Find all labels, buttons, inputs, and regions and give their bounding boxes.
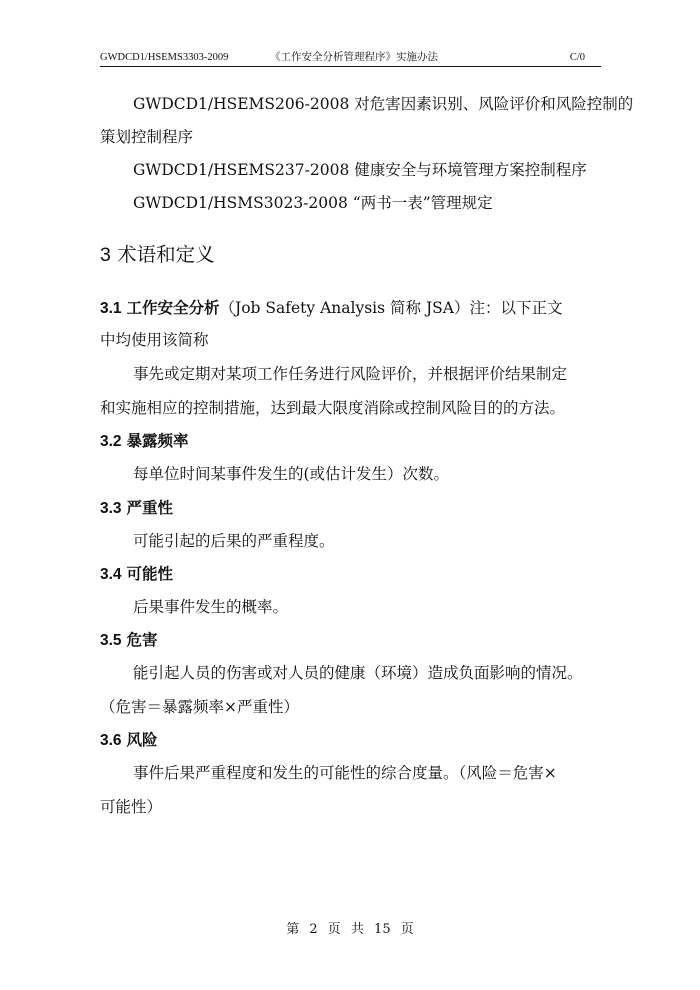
reference-3: GWDCD1/HSMS3023-2008 “两书一表”管理规定 (133, 194, 493, 212)
term-3-1-title: 工作安全分析 (126, 298, 220, 317)
section-title: 术语和定义 (117, 243, 215, 266)
term-3-4-number: 3.4 (100, 566, 122, 583)
term-3-5-heading (100, 630, 158, 651)
term-3-2-definition: 每单位时间某事件发生的(或估计发生）次数。 (133, 465, 450, 483)
term-3-6-definition-line-1: 事件后果严重程度和发生的可能性的综合度量。（风险＝危害× (133, 764, 557, 782)
section-heading (100, 243, 215, 267)
page-header (100, 51, 601, 67)
term-3-3-title: 严重性 (126, 498, 174, 517)
document-code: GWDCD1/HSEMS3303-2009 (100, 52, 229, 63)
term-3-6-title: 风险 (126, 730, 158, 749)
term-3-6-heading (100, 730, 158, 751)
term-3-1-number: 3.1 (100, 300, 122, 317)
term-3-5-definition-line-2: （危害＝暴露频率×严重性） (100, 698, 299, 716)
section-number: 3 (100, 244, 111, 266)
term-3-5-title: 危害 (126, 630, 158, 649)
term-3-3-definition: 可能引起的后果的严重程度。 (133, 532, 335, 550)
term-3-4-heading (100, 564, 173, 585)
term-3-5-number: 3.5 (100, 632, 122, 649)
term-3-6-definition-line-2: 可能性） (100, 798, 163, 816)
term-3-6-number: 3.6 (100, 732, 122, 749)
page-footer: 第 2 页 共 15 页 (286, 922, 414, 937)
header-divider (100, 66, 601, 67)
term-3-2-number: 3.2 (100, 433, 122, 450)
document-version: C/0 (569, 52, 585, 63)
document-title: 《工作安全分析管理程序》实施办法 (270, 52, 438, 63)
term-3-5-definition-line-1: 能引起人员的伤害或对人员的健康（环境）造成负面影响的情况。 (133, 664, 583, 682)
term-3-3-heading (100, 498, 173, 519)
term-3-1-heading (100, 298, 562, 319)
term-3-2-heading (100, 431, 189, 452)
reference-1-line-2: 策划控制程序 (100, 128, 194, 146)
term-3-4-definition: 后果事件发生的概率。 (133, 598, 289, 616)
term-3-1-definition-line-1: 事先或定期对某项工作任务进行风险评价，并根据评价结果制定 (133, 365, 568, 383)
term-3-2-title: 暴露频率 (126, 431, 189, 450)
term-3-3-number: 3.3 (100, 500, 122, 517)
term-3-4-title: 可能性 (126, 564, 174, 583)
reference-2: GWDCD1/HSEMS237-2008 健康安全与环境管理方案控制程序 (133, 161, 587, 179)
term-3-1-note-continued: 中均使用该简称 (100, 331, 209, 349)
term-3-1-note: （Job Safety Analysis 简称 JSA）注：以下正文 (219, 299, 563, 317)
reference-1-line-1: GWDCD1/HSEMS206-2008 对危害因素识别、风险评价和风险控制的 (133, 95, 634, 113)
term-3-1-definition-line-2: 和实施相应的控制措施，达到最大限度消除或控制风险目的的方法。 (100, 399, 566, 417)
